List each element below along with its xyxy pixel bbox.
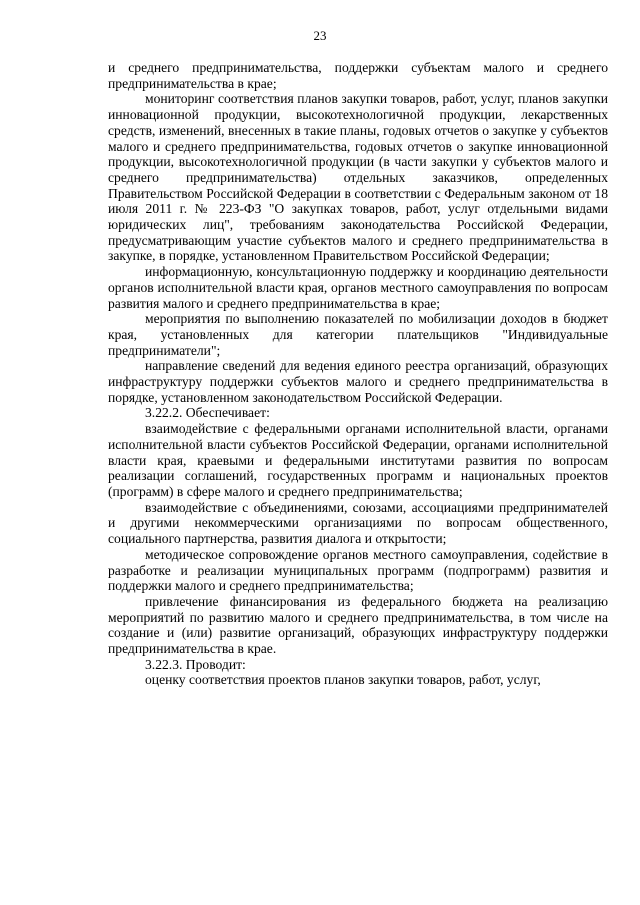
page-number: 23 [313,28,327,43]
paragraph-procurement-monitoring: мониторинг соответствия планов закупки товаров, работ, услуг, планов закупки инновационной продукции, высокотехнологичной продукции, лекарственных средств, изменений, внесенных в такие планы, годовых отчетов о закупке у субъектов малого и среднего предпринимательства, годовых отчетов о закупке инновационной продукции, высокотехнологичной продукции (в части закупки у субъектов малого и среднего предпринимательства) отдельных заказчиков, определенных Правительством Российской Федерации в соответствии с Федеральным законом от 18 июля 2011 г. № 223-ФЗ "О закупках товаров, работ, услуг отдельными видами юридических лиц", требованиям законодательства Российской Федерации, предусматривающим участие субъектов малого и среднего предпринимательства в закупке, в порядке, установленном Правительством Российской Федерации; [108,91,608,264]
paragraph-information-support: информационную, консультационную поддержку и координацию деятельности органов исполнительной власти края, органов местного самоуправления по вопросам развития малого и среднего предпринимательства в крае; [108,264,608,311]
paragraph-associations-interaction: взаимодействие с объединениями, союзами, ассоциациями предпринимателей и другими некоммерческими организациями по вопросам общественного, социального партнерства, развития диалога и открытости; [108,499,608,547]
section-heading-3-22-2: 3.22.2. Обеспечивает: [145,405,270,421]
paragraph-registry-info: направление сведений для ведения единого реестра организаций, образующих инфраструктуру поддержки субъектов малого и среднего предпринимательства в порядке, установленном законодательством Российской Федерации. [108,358,608,405]
document-body [108,60,608,688]
paragraph-procurement-assessment: оценку соответствия проектов планов закупки товаров, работ, услуг, [145,672,541,688]
paragraph-federal-financing: привлечение финансирования из федерального бюджета на реализацию мероприятий по развитию малого и среднего предпринимательства, в том числе на создание и (или) развитие организаций, образующих инфраструктуру поддержки предпринимательства в крае. [108,593,608,657]
section-heading-3-22-3: 3.22.3. Проводит: [145,656,246,672]
paragraph-methodical-support: методическое сопровождение органов местного самоуправления, содействие в разработке и реализации муниципальных программ (подпрограмм) развития и поддержки малого и среднего предпринимательства; [108,546,608,594]
paragraph-federal-interaction: взаимодействие с федеральными органами исполнительной власти, органами исполнительной власти субъектов Российской Федерации, органами исполнительной власти края, краевыми и федеральными институтами развития по вопросам реализации соглашений, государственных программ и национальных проектов (программ) в сфере малого и среднего предпринимательства; [108,421,608,499]
paragraph-continuation: и среднего предпринимательства, поддержки субъектам малого и среднего предпринимательства в крае; [108,60,608,91]
paragraph-revenue-mobilization: мероприятия по выполнению показателей по мобилизации доходов в бюджет края, установленных для категории плательщиков "Индивидуальные предприниматели"; [108,311,608,358]
